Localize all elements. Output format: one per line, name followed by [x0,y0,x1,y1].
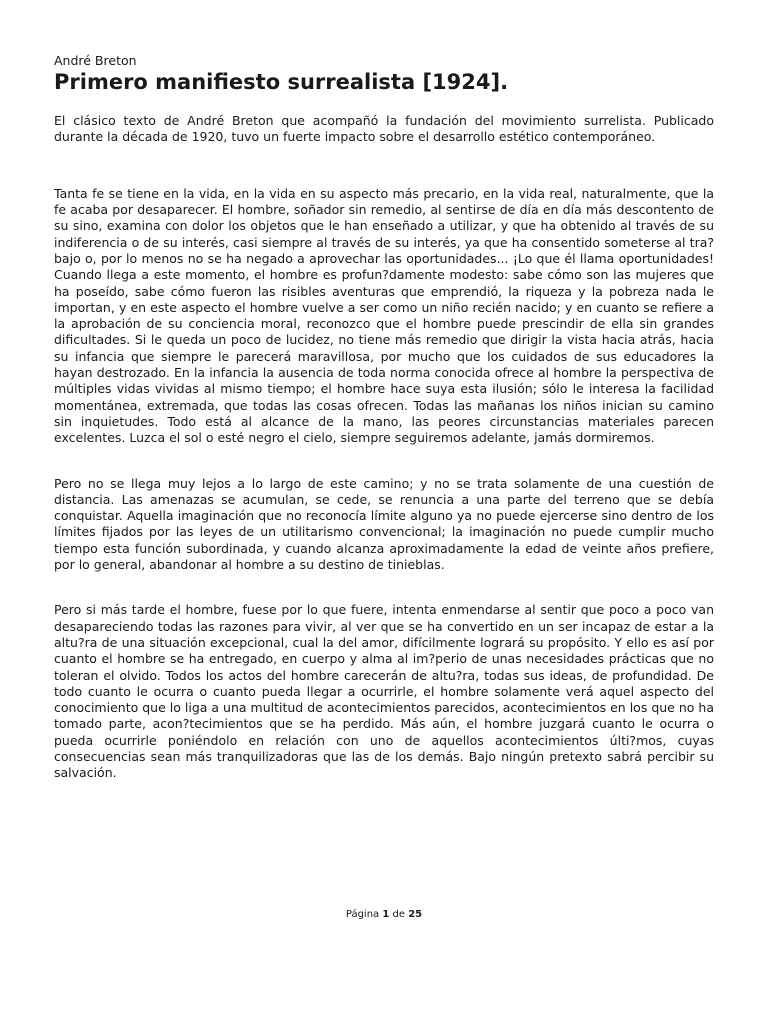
body-paragraph-1: Tanta fe se tiene en la vida, en la vida en su aspecto más precario, en la vida real, naturalmente, que la fe acaba por desaparecer. El hombre, soñador sin remedio, al sentirse de día en día más descontento de su sino, examina con dolor los objetos que le han enseñado a utilizar, y que ha obtenido al través de su indiferencia o de su interés, casi siempre al través de su interés, ya que ha consentido someterse al tra?bajo o, por lo menos no se ha negado a aprovechar las oportunidades... ¡Lo que él llama oportunidades! Cuando llega a este momento, el hombre es profun?damente modesto: sabe cómo son las mujeres que ha poseído, sabe cómo fueron las risibles aventuras que emprendió, la riqueza y la pobreza nada le importan, y en este aspecto el hombre vuelve a ser como un niño recién nacido; y en cuanto se refiere a la aprobación de su conciencia moral, reconozco que el hombre puede prescindir de ella sin grandes dificultades. Si le queda un poco de lucidez, no tiene más remedio que dirigir la vista hacia atrás, hacia su infancia que siempre le parecerá maravillosa, por mucho que los cuidados de sus educadores la hayan destrozado. En la infancia la ausencia de toda norma conocida ofrece al hombre la perspectiva de múltiples vidas vividas al mismo tiempo; el hombre hace suya esta ilusión; sólo le interesa la facilidad momentánea, extremada, que todas las cosas ofrecen. Todas las mañanas los niños inician su camino sin inquietudes. Todo está al alcance de la mano, las peores circunstancias materiales parecen excelentes. Luzca el sol o esté negro el cielo, siempre seguiremos adelante, jamás dormiremos. [54,185,714,446]
body-paragraph-2: Pero no se llega muy lejos a lo largo de este camino; y no se trata solamente de una cuestión de distancia. Las amenazas se acumulan, se cede, se renuncia a una parte del terreno que se debía conquistar. Aquella imaginación que no reconocía límite alguno ya no puede ejercerse sino dentro de los límites fijados por las leyes de un utilitarismo convencional; la imaginación no puede cumplir mucho tiempo esta función subordinada, y cuando alcanza aproximadamente la edad de veinte años prefiere, por lo general, abandonar al hombre a su destino de tinieblas. [54,475,714,573]
intro-paragraph: El clásico texto de André Breton que acompañó la fundación del movimiento surrelista. Publicado durante la década de 1920, tuvo un fuerte impacto sobre el desarrollo estético contemporáneo. [54,113,714,145]
total-pages: 25 [408,909,423,920]
document-body [54,53,714,782]
current-page-number: 1 [382,909,390,920]
page-footer [0,909,768,921]
of-label: de [392,909,406,920]
page-label: Página [345,909,380,920]
document-title: Primero manifiesto surrealista [1924]. [54,70,509,94]
body-paragraph-3: Pero si más tarde el hombre, fuese por lo que fuere, intenta enmendarse al sentir que poco a poco van desapareciendo todas las razones para vivir, al ver que se ha convertido en un ser incapaz de estar a la altu?ra de una situación excepcional, cual la del amor, difícilmente logrará su propósito. Y ello es así por cuanto el hombre se ha entregado, en cuerpo y alma al im?perio de unas necesidades prácticas que no toleran el olvido. Todos los actos del hombre carecerán de altu?ra, todas sus ideas, de profundidad. De todo cuanto le ocurra o cuanto pueda llegar a ocurrirle, el hombre solamente verá aquel aspecto del conocimiento que lo liga a una multitud de acontecimientos parecidos, acontecimientos en los que no ha tomado parte, acon?tecimientos que se ha perdido. Más aún, el hombre juzgará cuanto le ocurra o pueda ocurrirle poniéndolo en relación con uno de aquellos acontecimientos últi?mos, cuyas consecuencias sean más tranquilizadoras que las de los demás. Bajo ningún pretexto sabrá percibir su salvación. [54,602,714,781]
author-name: André Breton [54,53,137,68]
